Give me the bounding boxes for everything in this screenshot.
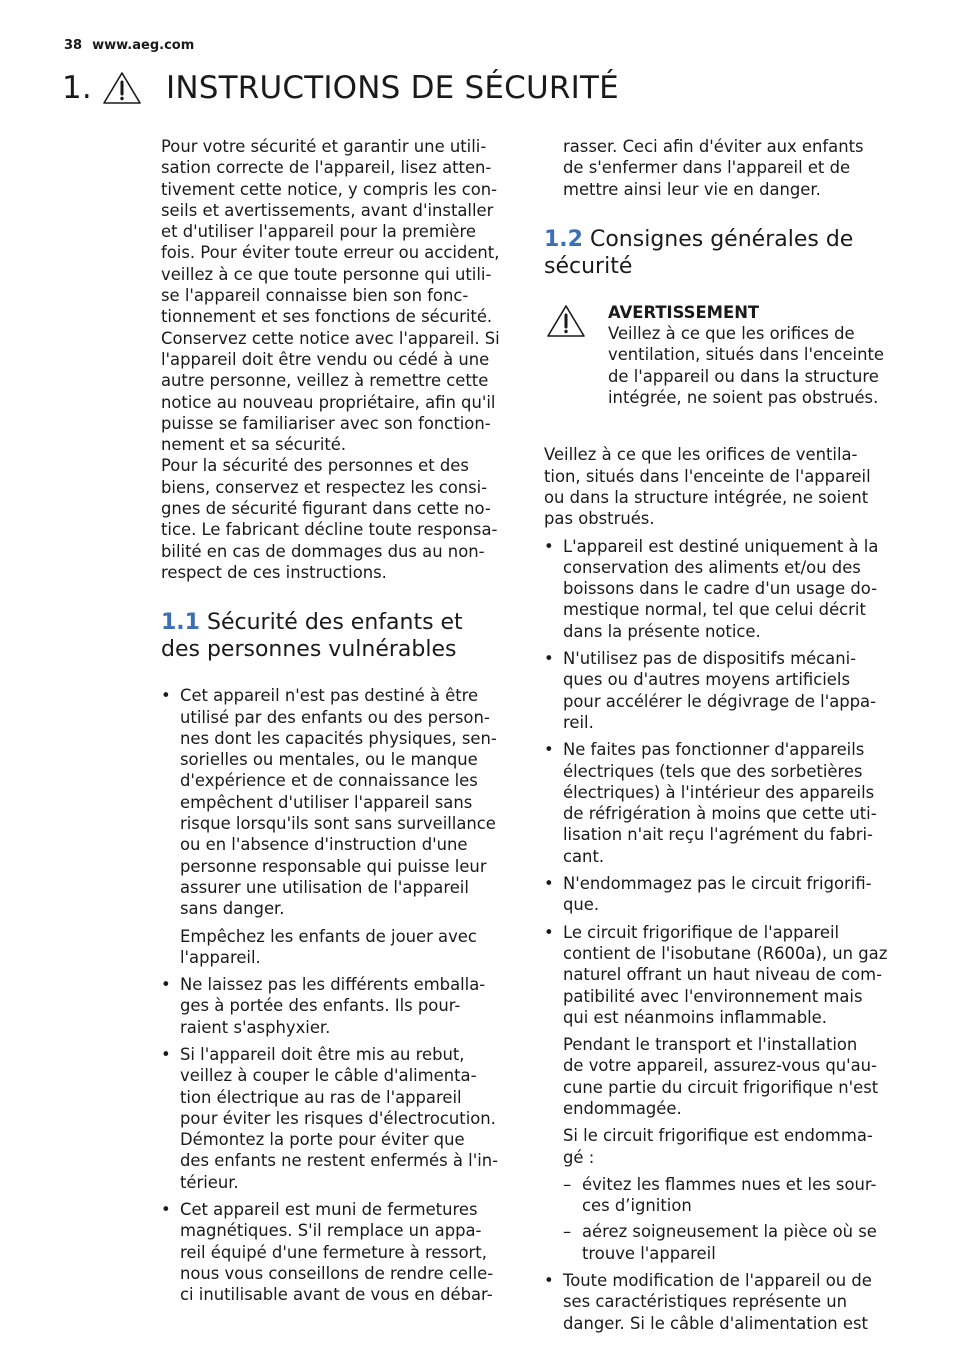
page-number: 38 (64, 38, 83, 53)
warning-text: Veillez à ce que les orifices de ventilation, situés dans l'enceinte de l'appareil ou dans la structure intégrée, ne soient pas obstrués. (608, 324, 884, 408)
list-item: • N'utilisez pas de dispositifs mécani- ques ou d'autres moyens artificiels pour accélérer le dégivrage de l'appa- reil. (544, 648, 904, 733)
warning-title: AVERTISSEMENT (608, 302, 760, 322)
dash-list (563, 1174, 904, 1264)
dash-item: – évitez les flammes nues et les sour- ces d’ignition (563, 1174, 904, 1217)
list-item: • Ne laissez pas les différents emballa- ges à portée des enfants. Ils pour- raient s'asphyxier. (161, 974, 521, 1038)
ventilation-paragraph: Veillez à ce que les orifices de ventila- tion, situés dans l'enceinte de l'appareil ou dans la structure intégrée, ne soient pas obstrués. (544, 445, 871, 529)
section-heading-1-2: 1.2 Consignes générales de sécurité (544, 226, 854, 279)
list-item: • Si l'appareil doit être mis au rebut, veillez à couper le câble d'alimenta- tion électrique au ras de l'appareil pour éviter les risques d'électrocution. Démontez la porte pour éviter que des enfants ne restent enfermés à l'in- térieur. (161, 1044, 521, 1193)
bullet-list (544, 536, 904, 1334)
list-item: • Cet appareil est muni de fermetures magnétiques. S'il remplace un appa- reil équipé d'une fermeture à ressort, nous vous conseillons de rendre celle- ci inutilisable avant de vous en débar- (161, 1199, 521, 1305)
item-note: Pendant le transport et l'installation de votre appareil, assurez-vous qu'au- cune partie du circuit frigorifique n'est endommagée. (563, 1035, 879, 1118)
bullet-list (161, 685, 521, 1305)
list-item: • N'endommagez pas le circuit frigorifi- que. (544, 873, 904, 916)
item-note: Empêchez les enfants de jouer avec l'appareil. (180, 926, 477, 967)
right-column (544, 136, 904, 1340)
website-url: www.aeg.com (92, 38, 195, 53)
warning-triangle-icon (546, 304, 586, 338)
continuation-paragraph: rasser. Ceci afin d'éviter aux enfants de s'enfermer dans l'appareil et de mettre ainsi leur vie en danger. (563, 137, 864, 199)
dash-item: – aérez soigneusement la pièce où se trouve l'appareil (563, 1221, 904, 1264)
page-header (64, 38, 194, 53)
title-number: 1. (62, 70, 92, 106)
list-item: • L'appareil est destiné uniquement à la conservation des aliments et/ou des boissons dans le cadre d'un usage do- mestique normal, tel que celui décrit dans la présente notice. (544, 536, 904, 642)
page-title (62, 68, 619, 108)
list-item: • Toute modification de l'appareil ou de ses caractéristiques représente un danger. Si le câble d'alimentation est (544, 1270, 904, 1334)
left-column (161, 136, 521, 1312)
list-item: • Cet appareil n'est pas destiné à être utilisé par des enfants ou des person- nes dont les capacités physiques, sen- sorielles ou mentales, ou le manque d'expérience et de connaissance les empêchent d'utiliser l'appareil sans risque lorsqu'ils sont sans surveillance ou en l'absence d'instruction d'une personne responsable qui puisse leur assurer une utilisation de l'appareil sans danger. Empêchez les enfants de jouer avec l'appareil. (161, 685, 521, 968)
warning-box (544, 302, 904, 408)
list-item: • Le circuit frigorifique de l'appareil contient de l'isobutane (R600a), un gaz naturel offrant un haut niveau de com- patibilité avec l'environnement mais qui est néanmoins inflammable. Pendant le transport et l'installation de votre appareil, assurez-vous qu'au- cune partie du circuit frigorifique n'est endommagée. Si le circuit frigorifique est endomma- gé : – évitez les flammes nues et les sour- ces d’ignition – aérez soigneusement la pièce où se trouve l'appareil (544, 922, 904, 1264)
list-item: • Ne faites pas fonctionner d'appareils électriques (tels que des sorbetières électriques) à l'intérieur des appareils de réfrigération à moins que cette uti- lisation n'ait reçu l'agrément du fabri- cant. (544, 739, 904, 867)
warning-triangle-icon (102, 71, 142, 105)
title-text: INSTRUCTIONS DE SÉCURITÉ (165, 70, 619, 106)
item-note: Si le circuit frigorifique est endomma- gé : (563, 1126, 873, 1167)
section-heading-1-1: 1.1 Sécurité des enfants et des personnes vulnérables (161, 610, 463, 663)
intro-paragraph: Pour votre sécurité et garantir une utili- sation correcte de l'appareil, lisez atten- tivement cette notice, y compris les con- seils et avertissements, avant d'installer et d'utiliser l'appareil pour la première fois. Pour éviter toute erreur ou accident, veillez à ce que toute personne qui utili- se l'appareil connaisse bien son fonc- tionnement et ses fonctions de sécurité. Conservez cette notice avec l'appareil. Si l'appareil doit être vendu ou cédé à une autre personne, veillez à remettre cette notice au nouveau propriétaire, afin qu'il puisse se familiariser avec son fonction- nement et sa sécurité. Pour la sécurité des personnes et des biens, conservez et respectez les consi- gnes de sécurité figurant dans cette no- tice. Le fabricant décline toute responsa- bilité en cas de dommages dus au non- respect de ces instructions. (161, 137, 500, 582)
